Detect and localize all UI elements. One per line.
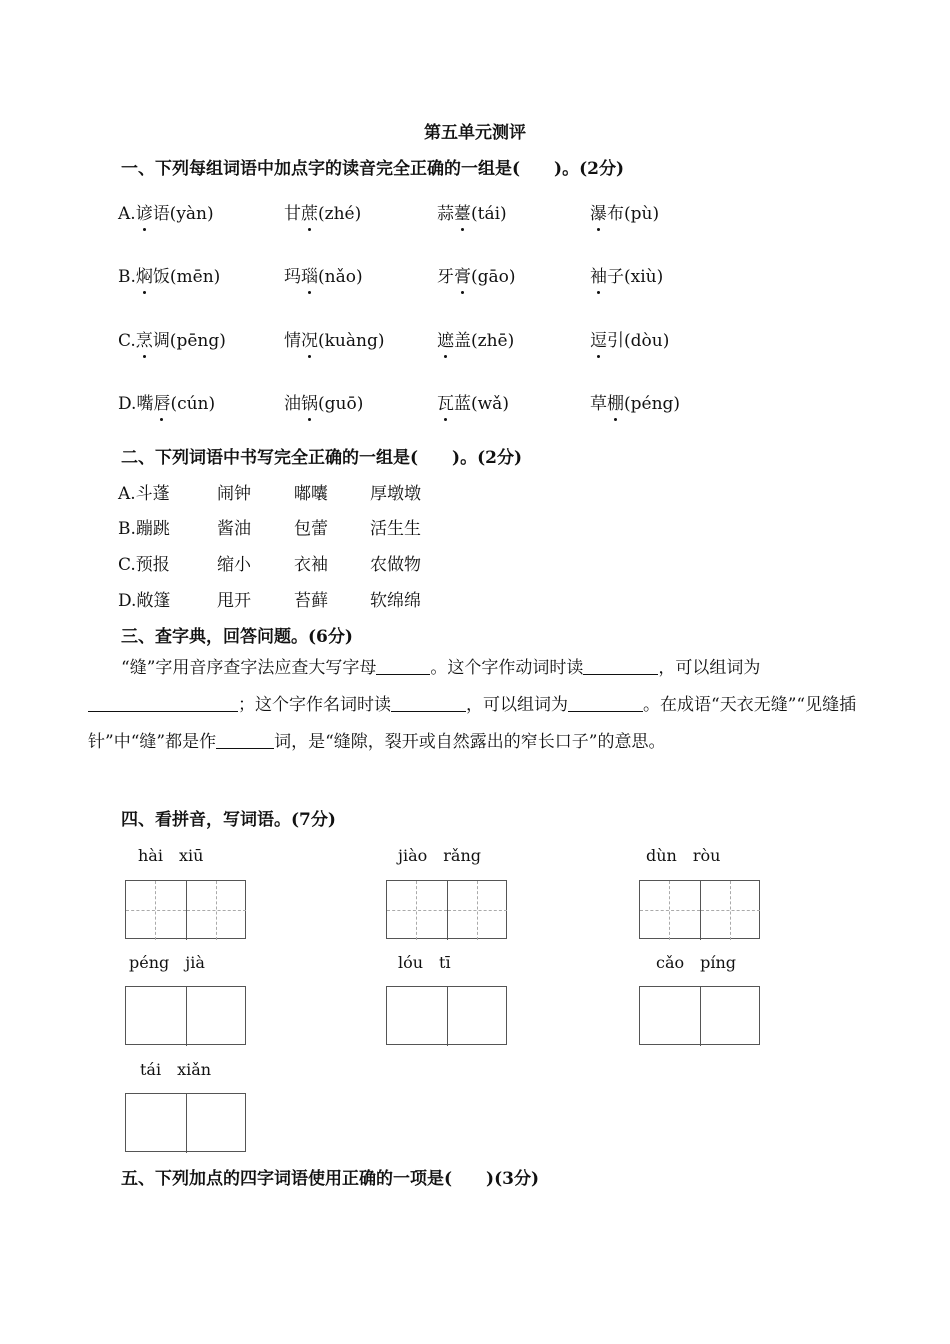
q1-option-item (437, 389, 509, 414)
pinyin-label: jiào rǎng (398, 846, 481, 865)
q2-word: 衣袖 (294, 555, 328, 575)
q2-word: B.蹦跳 (118, 519, 170, 539)
q2-word: 活生生 (370, 519, 421, 539)
q3-heading: 三、查字典，回答问题。(6分) (121, 627, 353, 647)
option-label: C. (118, 331, 136, 351)
word-prefix: 甘 (284, 204, 301, 224)
q3-text-5: ，可以组词为 (466, 695, 568, 715)
q2-word: D.敞篷 (118, 591, 171, 611)
q1-option-item (590, 389, 680, 414)
dotted-character: 袖 (590, 262, 607, 287)
writing-box[interactable] (125, 986, 246, 1045)
dotted-character: 瑙 (301, 262, 318, 287)
q1-option-item (437, 326, 514, 351)
word-suffix-pinyin: (zhé) (318, 204, 362, 224)
q2-word: 包蕾 (294, 519, 328, 539)
q1-option-item (118, 262, 220, 287)
word-suffix-pinyin: (péng) (624, 394, 681, 414)
word-suffix-pinyin: 饭(mēn) (152, 267, 221, 287)
q3-text-3: ，可以组词为 (658, 658, 761, 678)
answer-blank-verb-word[interactable] (88, 694, 238, 712)
option-label: A. (118, 204, 136, 224)
word-suffix-pinyin: 盖(zhē) (454, 331, 515, 351)
writing-box[interactable] (386, 986, 507, 1045)
pinyin-label: hài xiū (138, 846, 204, 865)
q1-option-item (590, 199, 659, 224)
word-prefix: 蒜 (437, 204, 454, 224)
pinyin-label: tái xiǎn (140, 1060, 212, 1079)
dotted-character: 谚 (136, 199, 153, 224)
word-suffix-pinyin: 调(pēng) (152, 331, 226, 351)
word-prefix: 情 (284, 331, 301, 351)
q4-heading: 四、看拼音，写词语。(7分) (121, 810, 336, 830)
q1-option-item (284, 326, 384, 351)
word-suffix-pinyin: 子(xiù) (607, 267, 664, 287)
dotted-character: 薹 (454, 199, 471, 224)
word-suffix-pinyin: (guō) (318, 394, 364, 414)
q2-word: 嘟囔 (294, 484, 328, 504)
q2-word: 甩开 (217, 591, 251, 611)
dotted-character: 膏 (454, 262, 471, 287)
q2-word: 缩小 (217, 555, 251, 575)
q3-text-7: 词，是“缝隙，裂开或自然露出的窄长口子”的意思。 (274, 732, 666, 752)
dotted-character: 瓦 (437, 389, 454, 414)
option-label: D. (118, 394, 137, 414)
pinyin-label: péng jià (129, 953, 205, 972)
q3-text-6: 。在成语“天衣无缝”“见缝插针”中“缝”都是作 (88, 695, 857, 752)
q2-word: 农做物 (370, 555, 421, 575)
q1-option-item (118, 326, 226, 351)
dotted-character: 锅 (301, 389, 318, 414)
word-suffix-pinyin: 引(dòu) (607, 331, 670, 351)
q2-word: 闹钟 (217, 484, 251, 504)
q2-word: 酱油 (217, 519, 251, 539)
q1-option-item (284, 389, 363, 414)
word-prefix: 牙 (437, 267, 454, 287)
q2-heading: 二、下列词语中书写完全正确的一组是( )。(2分) (121, 448, 523, 468)
word-suffix-pinyin: (cún) (170, 394, 216, 414)
q3-text-1: “缝”字用音序查字法应查大写字母 (121, 658, 377, 678)
dotted-character: 况 (301, 326, 318, 351)
writing-grid[interactable] (125, 880, 246, 939)
q2-word: 软绵绵 (370, 591, 421, 611)
word-prefix: 油 (284, 394, 301, 414)
dotted-character: 烹 (136, 326, 153, 351)
q1-option-item (590, 262, 663, 287)
q2-word: C.预报 (118, 555, 170, 575)
q2-word: A.斗蓬 (118, 484, 170, 504)
pinyin-label: lóu tī (398, 953, 451, 972)
page-title: 第五单元测评 (424, 123, 526, 143)
word-suffix-pinyin: (kuàng) (318, 331, 385, 351)
writing-grid[interactable] (639, 880, 760, 939)
pinyin-label: cǎo píng (656, 953, 737, 972)
writing-box[interactable] (125, 1093, 246, 1152)
answer-blank-letter[interactable] (376, 657, 430, 675)
answer-blank-part-of-speech[interactable] (216, 731, 274, 749)
q1-heading: 一、下列每组词语中加点字的读音完全正确的一组是( )。(2分) (121, 159, 625, 179)
dotted-character: 焖 (136, 262, 153, 287)
word-suffix-pinyin: 布(pù) (607, 204, 660, 224)
word-prefix: 玛 (284, 267, 301, 287)
q1-option-item (284, 262, 363, 287)
q3-text-4: ；这个字作名词时读 (238, 695, 391, 715)
word-suffix-pinyin: (nǎo) (318, 267, 363, 287)
q2-word: 苔藓 (294, 591, 328, 611)
word-prefix: 嘴 (136, 394, 154, 414)
word-suffix-pinyin: 蓝(wǎ) (454, 394, 509, 414)
word-suffix-pinyin: (tái) (471, 204, 507, 224)
dotted-character: 棚 (607, 389, 624, 414)
dotted-character: 遮 (437, 326, 454, 351)
word-suffix-pinyin: 语(yàn) (152, 204, 214, 224)
q3-text-2: 。这个字作动词时读 (430, 658, 584, 678)
q2-word: 厚墩墩 (370, 484, 421, 504)
q3-paragraph (88, 650, 864, 761)
dotted-character: 唇 (153, 389, 170, 414)
option-label: B. (118, 267, 136, 287)
answer-blank-verb-reading[interactable] (583, 657, 658, 675)
dotted-character: 逗 (590, 326, 607, 351)
dotted-character: 蔗 (301, 199, 318, 224)
writing-box[interactable] (639, 986, 760, 1045)
q1-option-item (437, 262, 516, 287)
q1-option-item (118, 199, 214, 224)
answer-blank-noun-word[interactable] (568, 694, 643, 712)
q1-option-item (590, 326, 669, 351)
writing-grid[interactable] (386, 880, 507, 939)
q5-heading: 五、下列加点的四字词语使用正确的一项是( )(3分) (121, 1169, 540, 1189)
pinyin-label: dùn ròu (646, 846, 721, 865)
word-prefix: 草 (590, 394, 607, 414)
word-suffix-pinyin: (gāo) (471, 267, 516, 287)
q1-option-item (437, 199, 507, 224)
dotted-character: 瀑 (590, 199, 607, 224)
q1-option-item (284, 199, 361, 224)
q1-option-item (118, 389, 215, 414)
answer-blank-noun-reading[interactable] (391, 694, 466, 712)
